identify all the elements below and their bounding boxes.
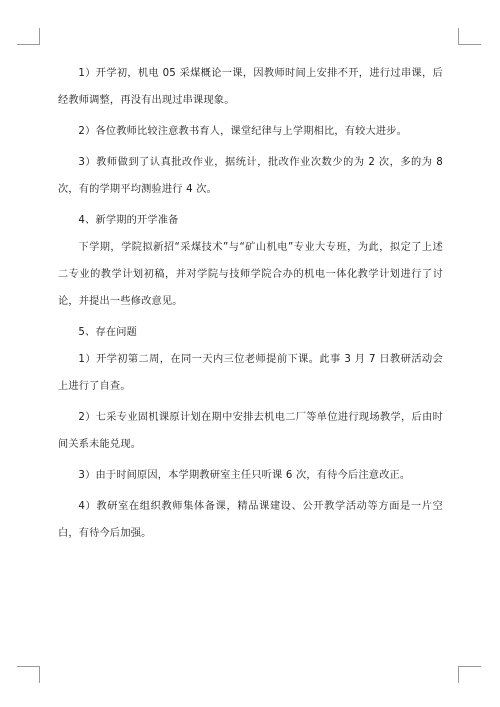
section-heading-new-semester: 4、新学期的开学准备: [78, 215, 179, 226]
paragraph-problem-2: 2）七采专业固机课原计划在期中安排去机电二厂等单位进行现场教学，后由时间关系未能兑现。: [58, 412, 443, 450]
section-heading-problems: 5、存在问题: [78, 327, 138, 338]
crop-mark-bottom-left: [17, 666, 40, 683]
paragraph-item-3: 3）教师做到了认真批改作业，据统计，批改作业次数少的为 2 次，多的为 8 次，有的学期平均测验进行 4 次。: [58, 157, 443, 195]
paragraph-new-semester: 下学期，学院拟新招“采煤技术”与“矿山机电”专业大专班，为此，拟定了上述二专业的教学计划初稿，并对学院与技师学院合办的机电一体化教学计划进行了讨论，并提出一些修改意见。: [58, 242, 443, 307]
crop-mark-bottom-right: [458, 666, 481, 683]
paragraph-problem-3: 3）由于时间原因，本学期教研室主任只听课 6 次，有待今后注意改正。: [78, 470, 411, 481]
paragraph-problem-1: 1）开学初第二周，在同一天内三位老师提前下课。此事 3 月 7 日教研活动会上进行了自查。: [58, 354, 443, 392]
crop-mark-top-left: [17, 28, 40, 45]
paragraph-item-1: 1）开学初，机电 05 采煤概论一课，因教师时间上安排不开，进行过串课，后经教师调整，再没有出现过串课现象。: [58, 68, 443, 106]
paragraph-problem-4: 4）教研室在组织教师集体备课，精品课建设、公开教学活动等方面是一片空白，有待今后加强。: [58, 501, 443, 539]
crop-mark-top-right: [458, 28, 481, 45]
paragraph-item-2: 2）各位教师比较注意教书育人，课堂纪律与上学期相比，有较大进步。: [78, 126, 408, 137]
document-body: [58, 60, 443, 547]
